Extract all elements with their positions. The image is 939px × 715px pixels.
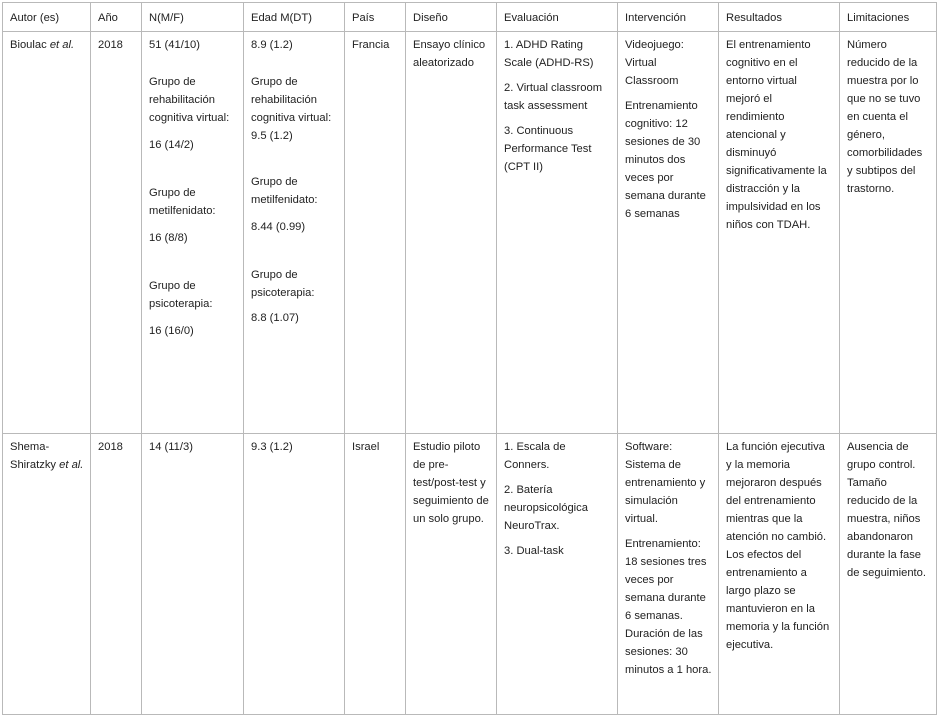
age-group-label: Grupo de metilfenidato:	[251, 176, 318, 206]
studies-table	[2, 2, 937, 715]
header-year: Año	[91, 3, 142, 32]
cell-design: Estudio piloto de pre-test/post-test y seguimiento de un solo grupo.	[406, 434, 497, 715]
n-group-value: 16 (14/2)	[149, 139, 194, 151]
cell-limitations: Ausencia de grupo control. Tamaño reducido de la muestra, niños abandonaron durante la fase de seguimiento.	[840, 434, 937, 715]
author-suffix: et al.	[49, 39, 75, 51]
header-results: Resultados	[719, 3, 840, 32]
n-group-label: Grupo de rehabilitación cognitiva virtual:	[149, 76, 230, 124]
table-row	[3, 434, 937, 715]
cell-evaluation	[497, 434, 618, 715]
cell-intervention	[618, 32, 719, 434]
evaluation-item: 2. Virtual classroom task assessment	[504, 82, 603, 112]
cell-country: Francia	[345, 32, 406, 434]
cell-results: La función ejecutiva y la memoria mejoraron después del entrenamiento mientras que la atención no cambió. Los efectos del entrenamiento a largo plazo se mantuvieron en la memoria y la función ejecutiva.	[719, 434, 840, 715]
header-country: País	[345, 3, 406, 32]
author-name: Bioulac	[10, 39, 47, 51]
cell-evaluation	[497, 32, 618, 434]
n-group-label: Grupo de psicoterapia:	[149, 280, 213, 310]
evaluation-item: 3. Continuous Performance Test (CPT II)	[504, 125, 592, 173]
header-limitations: Limitaciones	[840, 3, 937, 32]
evaluation-item: 1. Escala de Conners.	[504, 441, 566, 471]
cell-results: El entrenamiento cognitivo en el entorno virtual mejoró el rendimiento atencional y disminuyó significativamente la distracción y la impulsividad en los niños con TDAH.	[719, 32, 840, 434]
evaluation-item: 1. ADHD Rating Scale (ADHD-RS)	[504, 39, 594, 69]
author-suffix: et al.	[59, 459, 84, 471]
header-age: Edad M(DT)	[244, 3, 345, 32]
evaluation-item: 3. Dual-task	[504, 545, 564, 557]
age-group-value: 8.8 (1.07)	[251, 312, 299, 324]
intervention-item: Software: Sistema de entrenamiento y simulación virtual.	[625, 441, 706, 525]
header-n: N(M/F)	[142, 3, 244, 32]
cell-intervention	[618, 434, 719, 715]
cell-n: 14 (11/3)	[142, 434, 244, 715]
table-row	[3, 32, 937, 434]
age-group	[251, 73, 338, 145]
cell-limitations: Número reducido de la muestra por lo que no se tuvo en cuenta el género, comorbilidades y subtipos del trastorno.	[840, 32, 937, 434]
evaluation-item: 2. Batería neuropsicológica NeuroTrax.	[504, 484, 588, 532]
n-group-value: 16 (8/8)	[149, 232, 188, 244]
header-author: Autor (es)	[3, 3, 91, 32]
header-design: Diseño	[406, 3, 497, 32]
n-group-value: 16 (16/0)	[149, 325, 194, 337]
header-intervention: Intervención	[618, 3, 719, 32]
n-total: 51 (41/10)	[149, 39, 200, 51]
intervention-item: Videojuego: Virtual Classroom	[625, 39, 684, 87]
intervention-item: Entrenamiento cognitivo: 12 sesiones de 30 minutos dos veces por semana durante 6 semanas	[625, 100, 706, 220]
cell-design: Ensayo clínico aleatorizado	[406, 32, 497, 434]
age-total: 8.9 (1.2)	[251, 39, 293, 51]
author-name: Shema-Shiratzky	[10, 441, 57, 471]
age-group-value: 8.44 (0.99)	[251, 221, 306, 233]
header-evaluation: Evaluación	[497, 3, 618, 32]
cell-country: Israel	[345, 434, 406, 715]
cell-n	[142, 32, 244, 434]
cell-year: 2018	[91, 32, 142, 434]
cell-year: 2018	[91, 434, 142, 715]
intervention-item: Entrenamiento: 18 sesiones tres veces por semana durante 6 semanas. Duración de las sesiones: 30 minutos a 1 hora.	[625, 538, 712, 676]
n-group-label: Grupo de metilfenidato:	[149, 187, 216, 217]
cell-author	[3, 434, 91, 715]
age-group-label: Grupo de rehabilitación cognitiva virtual:	[251, 76, 332, 124]
cell-author	[3, 32, 91, 434]
age-group-label: Grupo de psicoterapia:	[251, 269, 315, 299]
age-group-value: 9.5 (1.2)	[251, 130, 293, 142]
cell-age: 9.3 (1.2)	[244, 434, 345, 715]
cell-age	[244, 32, 345, 434]
header-row	[3, 3, 937, 32]
